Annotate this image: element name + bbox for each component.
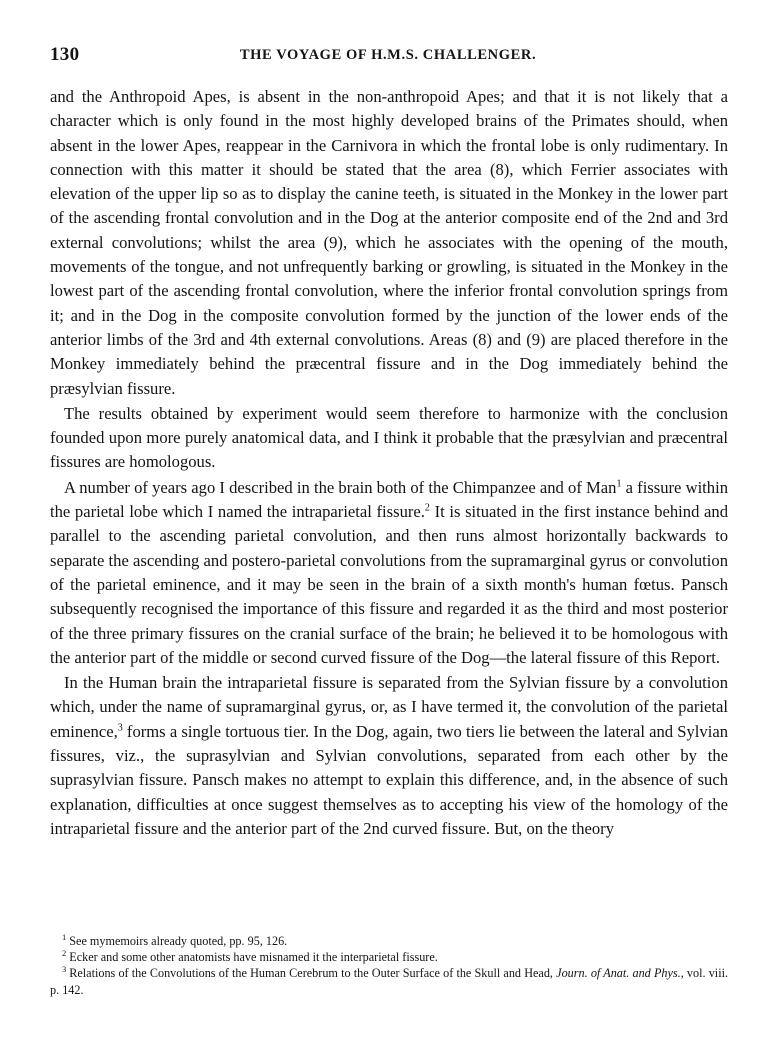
footnote-1 bbox=[50, 933, 728, 949]
paragraph-text: A number of years ago I described in the brain both of the Chimpanzee and of Man bbox=[64, 477, 617, 497]
footnote-text: Ecker and some other anatomists have misnamed it the interparietal fissure. bbox=[69, 950, 438, 965]
paragraph-text: a fissure within the parietal lobe which I named the intraparietal fissure. bbox=[50, 477, 728, 522]
footnote-reference[interactable]: 2 bbox=[424, 502, 430, 514]
footnote-3 bbox=[50, 965, 728, 997]
footnote-mark: 2 bbox=[62, 948, 67, 959]
body-text bbox=[50, 85, 728, 841]
footnote-mark: 3 bbox=[62, 964, 67, 975]
paragraph-homology-conclusion: The results obtained by experiment would seem therefore to harmonize with the conclusion founded upon more purely anatomical data, and I think it probable that the præsylvian and præcentral fissures are homologous. bbox=[50, 403, 728, 472]
journal-title: Journ. of Anat. and Phys. bbox=[556, 966, 681, 981]
footnote-2 bbox=[50, 949, 728, 965]
footnotes bbox=[50, 933, 728, 998]
running-title: THE VOYAGE OF H.M.S. CHALLENGER. bbox=[239, 47, 537, 63]
paragraph-text: forms a single tortuous tier. In the Dog, again, two tiers lie between the lateral and Sylvian fissures, viz., the suprasylvian and Sylvian convolutions, separated from each other by the suprasylvian fissure. Pansch makes no attempt to explain this difference, and, in the absence of such explanation, difficulties at once suggest themselves as to accepting his view of the homology of the intraparietal fissure and the anterior part of the 2nd curved fissure. But, on the theory bbox=[50, 721, 728, 838]
footnote-reference[interactable]: 3 bbox=[117, 722, 123, 734]
page-number: 130 bbox=[50, 44, 80, 65]
paragraph-text: It is situated in the first instance behind and parallel to the ascending parietal convolution, and then runs almost horizontally backwards to separate the ascending and postero-parietal convolutions from the supramarginal gyrus or convolution of the parietal eminence, and it may be seen in the brain of a sixth month's human fœtus. Pansch subsequently recognised the importance of this fissure and regarded it as the third and most posterior of the three primary fissures on the cranial surface of the brain; he believed it to be homologous with the anterior part of the middle or second curved fissure of the Dog—the lateral fissure of this Report. bbox=[50, 502, 728, 667]
footnote-reference[interactable]: 1 bbox=[616, 478, 622, 490]
footnote-text: Relations of the Convolutions of the Human Cerebrum to the Outer Surface of the Skull and Head, bbox=[69, 966, 557, 981]
footnote-mark: 1 bbox=[62, 931, 67, 942]
paragraph-intraparietal-fissure bbox=[50, 476, 728, 670]
paragraph-continued: and the Anthropoid Apes, is absent in the non-anthropoid Apes; and that it is not likely that a character which is only found in the most highly developed brains of the Primates should, when absent in the lower Apes, reappear in the Carnivora in which the frontal lobe is only rudimentary. In connection with this matter it should be stated that the area (8), which Ferrier associates with elevation of the upper lip so as to display the canine teeth, is situated in the Monkey in the lower part of the ascending frontal convolution and in the Dog at the anterior composite end of the 2nd and 3rd external convolutions; whilst the area (9), which he associates with the opening of the mouth, movements of the tongue, and not unfrequently barking or growling, is situated in the Monkey in the lowest part of the ascending frontal convolution, where the inferior frontal convolution springs from it; and in the Dog in the composite convolution formed by the junction of the lower ends of the anterior limbs of the 3rd and 4th external convolutions. Areas (8) and (9) are placed therefore in the Monkey immediately behind the præcentral fissure and in the Dog immediately behind the præsylvian fissure. bbox=[50, 87, 728, 398]
footnote-text: See mymemoirs already quoted, pp. 95, 126. bbox=[69, 934, 288, 948]
footnote-text: , vol. viii. p. 142. bbox=[50, 966, 729, 997]
paragraph-text: In the Human brain the intraparietal fissure is separated from the Sylvian fissure by a convolution which, under the name of supramarginal gyrus, or, as I have termed it, the convolution of the parietal eminence, bbox=[50, 673, 728, 741]
paragraph-human-brain bbox=[50, 671, 728, 841]
